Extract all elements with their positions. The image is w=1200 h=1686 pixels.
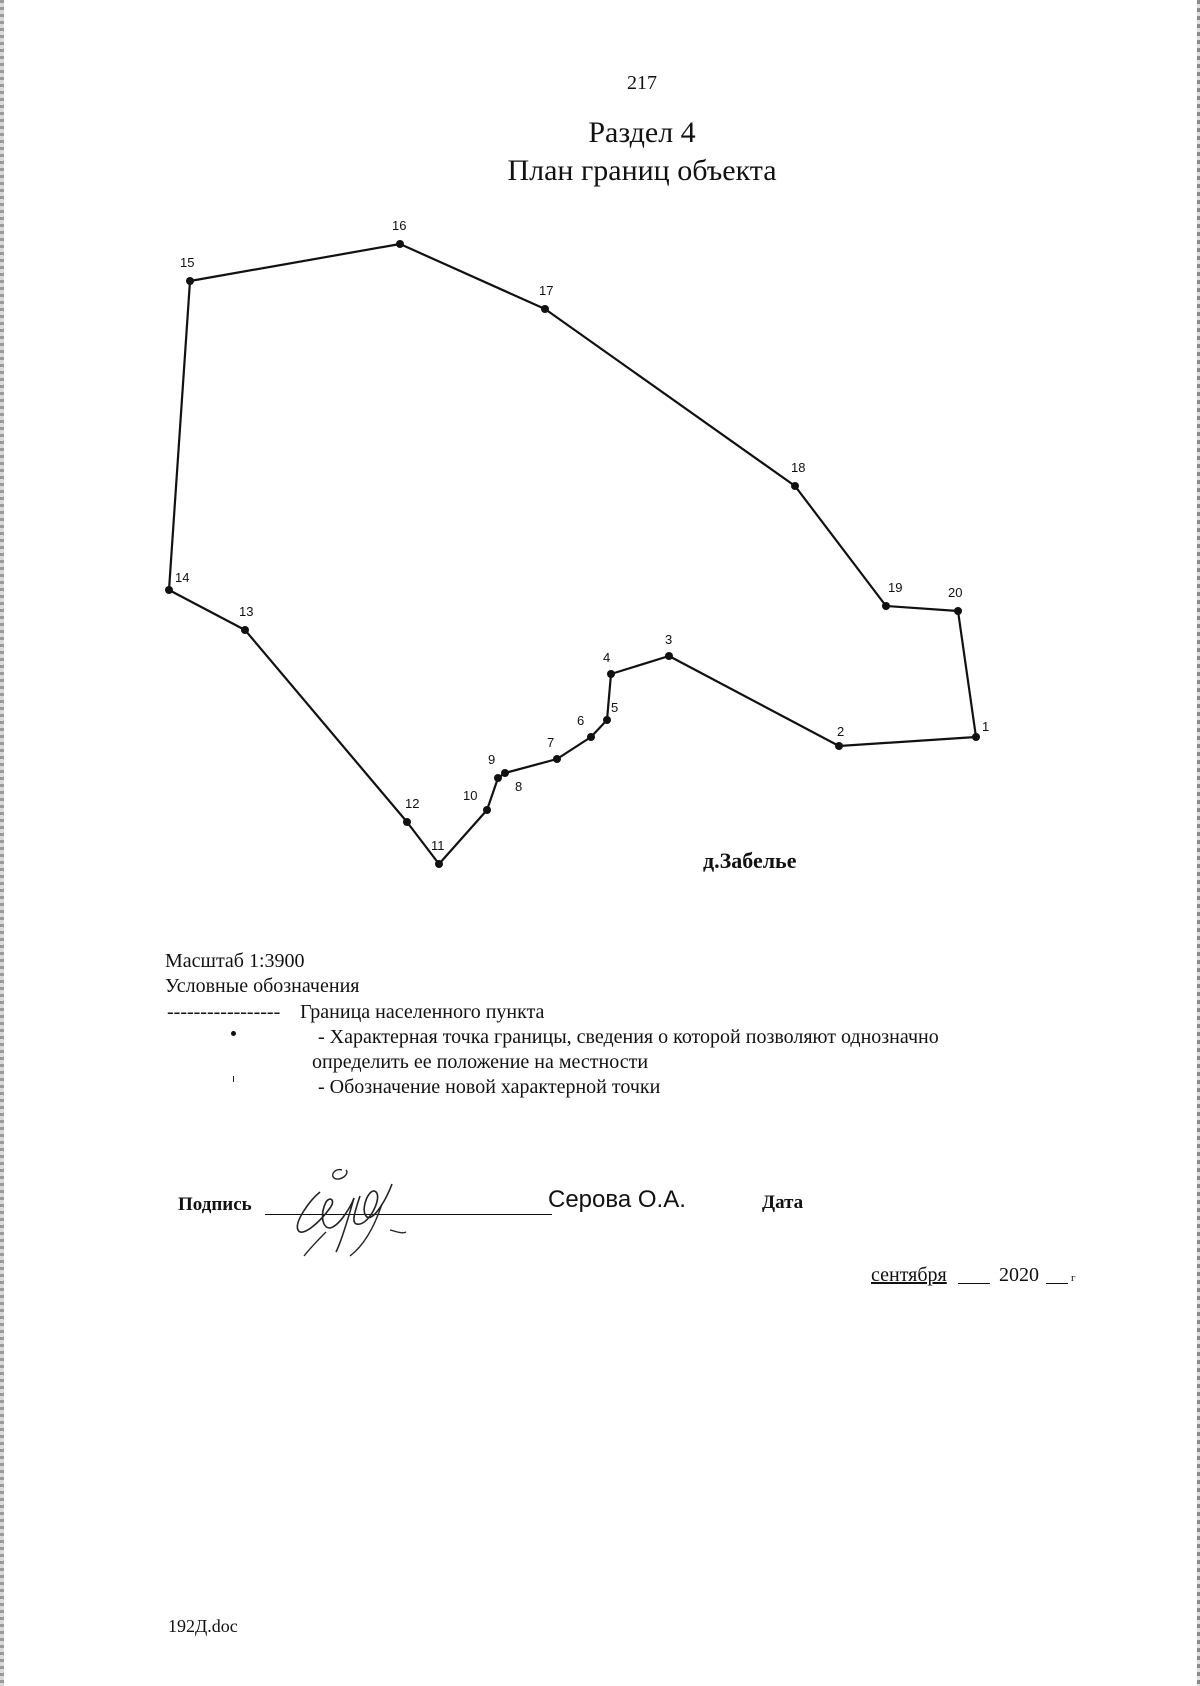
boundary-point-label-10: 10 <box>463 788 478 803</box>
boundary-point-label-20: 20 <box>948 585 963 600</box>
file-name: 192Д.doc <box>168 1616 238 1636</box>
boundary-point-2 <box>835 742 843 750</box>
boundary-point-label-5: 5 <box>611 700 619 715</box>
legend-point-text-continued: определить ее положение на местности <box>312 1051 649 1073</box>
page-number: 217 <box>627 72 657 94</box>
handwritten-signature <box>290 1152 420 1262</box>
boundary-point-label-3: 3 <box>665 632 673 647</box>
legend-boundary-text: Граница населенного пункта <box>300 1001 545 1023</box>
date-label: Дата <box>762 1192 804 1213</box>
boundary-point-label-19: 19 <box>888 580 903 595</box>
date-day-blank <box>958 1283 990 1284</box>
map-scale: Масштаб 1:3900 <box>165 950 305 972</box>
boundary-point-11 <box>435 860 443 868</box>
boundary-point-label-6: 6 <box>577 713 585 728</box>
boundary-point-14 <box>165 586 173 594</box>
boundary-point-12 <box>403 818 411 826</box>
signer-name: Серова О.А. <box>548 1186 686 1213</box>
boundary-point-label-16: 16 <box>392 218 407 233</box>
boundary-point-label-4: 4 <box>603 650 611 665</box>
boundary-point-label-11: 11 <box>431 838 445 853</box>
boundary-line <box>169 244 976 864</box>
legend-heading: Условные обозначения <box>165 975 360 997</box>
boundary-point-label-7: 7 <box>547 735 555 750</box>
boundary-point-3 <box>665 652 673 660</box>
boundary-point-18 <box>791 482 799 490</box>
boundary-point-label-14: 14 <box>175 570 190 585</box>
boundary-point-10 <box>483 806 491 814</box>
boundary-point-labels <box>175 218 989 853</box>
boundary-point-8 <box>501 769 509 777</box>
legend-new-point-symbol-icon <box>233 1076 234 1082</box>
signature-label: Подпись <box>178 1194 252 1215</box>
section-title: Раздел 4 <box>588 116 696 149</box>
boundary-point-label-8: 8 <box>515 779 523 794</box>
boundary-point-label-1: 1 <box>982 719 990 734</box>
boundary-point-5 <box>603 716 611 724</box>
boundary-point-19 <box>882 602 890 610</box>
boundary-point-markers <box>165 240 980 868</box>
boundary-point-6 <box>587 733 595 741</box>
boundary-point-label-9: 9 <box>488 752 496 767</box>
date-year: 2020 <box>999 1264 1039 1286</box>
boundary-point-label-13: 13 <box>239 604 254 619</box>
plan-title: План границ объекта <box>507 154 777 187</box>
boundary-point-label-17: 17 <box>539 283 554 298</box>
boundary-point-13 <box>241 626 249 634</box>
boundary-point-label-15: 15 <box>180 255 195 270</box>
date-month: сентября <box>871 1264 947 1286</box>
boundary-point-9 <box>494 774 502 782</box>
boundary-point-4 <box>607 670 615 678</box>
boundary-point-15 <box>186 277 194 285</box>
legend-point-text: - Характерная точка границы, сведения о которой позволяют однозначно <box>318 1026 939 1048</box>
boundary-point-1 <box>972 733 980 741</box>
boundary-point-label-2: 2 <box>837 724 845 739</box>
boundary-point-17 <box>541 305 549 313</box>
legend-point-symbol-icon <box>231 1031 236 1036</box>
boundary-point-16 <box>396 240 404 248</box>
boundary-point-20 <box>954 607 962 615</box>
settlement-name: д.Забелье <box>703 848 797 873</box>
boundary-point-label-12: 12 <box>405 796 420 811</box>
legend-new-point-text: - Обозначение новой характерной точки <box>318 1076 661 1098</box>
date-year-blank <box>1046 1283 1068 1284</box>
legend-boundary-symbol: ----------------- <box>167 1001 281 1023</box>
date-year-suffix: г <box>1071 1272 1076 1284</box>
boundary-point-label-18: 18 <box>791 460 806 475</box>
boundary-point-7 <box>553 755 561 763</box>
